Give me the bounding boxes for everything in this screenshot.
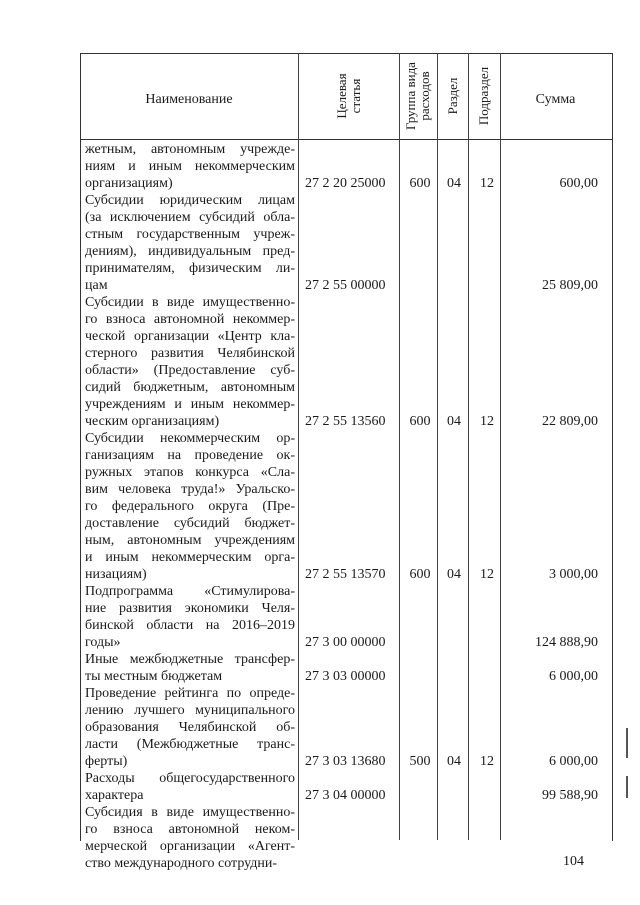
row-code: 27 3 00 00000 <box>305 635 386 650</box>
row-name-line: го федерального округа (Пре- <box>85 499 295 514</box>
margin-mark <box>626 728 628 758</box>
header-sum: Сумма <box>535 92 576 107</box>
margin-mark <box>626 776 628 798</box>
row-name-line: Иные межбюджетные трансфер- <box>85 652 295 667</box>
row-name-line: лению лучшего муниципального <box>85 703 295 718</box>
row-name-line: Субсидии в виде имущественно- <box>85 295 295 310</box>
header-name: Наименование <box>145 92 233 107</box>
row-name-line: доставление субсидий бюджет- <box>85 516 295 531</box>
row-code: 27 3 03 13680 <box>305 754 386 769</box>
row-amount: 600,00 <box>559 176 598 191</box>
row-amount: 3 000,00 <box>549 567 598 582</box>
row-name-line: сидий бюджетным, автономным <box>85 380 295 395</box>
row-name-line: организациям) <box>85 176 173 191</box>
row-name-line: ласти (Межбюджетные транс- <box>85 737 295 752</box>
col-divider-subsection <box>500 53 501 840</box>
col-divider-target <box>399 53 400 840</box>
header-section: Раздел <box>445 77 460 115</box>
row-name-line: стерного развития Челябинской <box>85 346 295 361</box>
row-name-line: го взноса автономной неком- <box>85 822 295 837</box>
row-name-line: низациям) <box>85 567 147 582</box>
row-section: 04 <box>447 176 461 191</box>
row-name-line: стным государственным учреж- <box>85 227 295 242</box>
row-name-line: ческим организациям) <box>85 414 220 429</box>
header-target: Целевая статья <box>334 73 363 119</box>
row-amount: 22 809,00 <box>542 414 598 429</box>
row-subsection: 12 <box>480 176 494 191</box>
row-name-line: (за исключением субсидий обла- <box>85 210 295 225</box>
row-name-line: ние развития экономики Челя- <box>85 601 295 616</box>
row-name-line: Расходы общегосударственного <box>85 771 295 786</box>
row-amount: 25 809,00 <box>542 278 598 293</box>
row-name-line: годы» <box>85 635 121 650</box>
row-name-line: ты местным бюджетам <box>85 669 223 684</box>
row-group: 500 <box>409 754 431 769</box>
row-name-line: Проведение рейтинга по опреде- <box>85 686 295 701</box>
row-name-line: Подпрограмма «Стимулирова- <box>85 584 295 599</box>
row-code: 27 2 55 13560 <box>305 414 386 429</box>
row-name-line: жетным, автономным учрежде- <box>85 142 295 157</box>
row-amount: 6 000,00 <box>549 754 598 769</box>
row-name-line: го взноса автономной некоммер- <box>85 312 295 327</box>
row-name-line: ческой организации «Центр кла- <box>85 329 295 344</box>
row-group: 600 <box>409 176 431 191</box>
col-divider-name <box>298 53 299 840</box>
row-section: 04 <box>447 754 461 769</box>
row-name-line: и иным некоммерческим орга- <box>85 550 295 565</box>
row-name-line: ным, автономным учреждениям <box>85 533 295 548</box>
row-group: 600 <box>409 567 431 582</box>
col-divider-group <box>437 53 438 840</box>
row-code: 27 2 55 13570 <box>305 567 386 582</box>
row-name-line: вим человека труда!» Уральско- <box>85 482 295 497</box>
row-amount: 6 000,00 <box>549 669 598 684</box>
header-subsection: Подраздел <box>476 66 491 126</box>
row-name-line: ганизациям на проведение ок- <box>85 448 295 463</box>
row-section: 04 <box>447 414 461 429</box>
row-name-line: области» (Предоставление суб- <box>85 363 295 378</box>
row-name-line: мерческой организации «Агент- <box>85 839 295 854</box>
row-code: 27 2 20 25000 <box>305 176 386 191</box>
row-name-line: ниям и иным некоммерческим <box>85 159 295 174</box>
row-name-line: Субсидии некоммерческим ор- <box>85 431 295 446</box>
row-code: 27 3 03 00000 <box>305 669 386 684</box>
row-group: 600 <box>409 414 431 429</box>
row-subsection: 12 <box>480 414 494 429</box>
row-code: 27 3 04 00000 <box>305 788 386 803</box>
row-section: 04 <box>447 567 461 582</box>
col-divider-section <box>468 53 469 840</box>
row-subsection: 12 <box>480 754 494 769</box>
header-divider <box>80 139 612 140</box>
row-name-line: образования Челябинской об- <box>85 720 295 735</box>
row-name-line: ружных этапов конкурса «Сла- <box>85 465 295 480</box>
row-code: 27 2 55 00000 <box>305 278 386 293</box>
row-name-line: дениям), индивидуальным пред- <box>85 244 295 259</box>
header-group: Группа вида расходов <box>403 62 432 130</box>
row-name-line: характера <box>85 788 144 803</box>
row-name-line: учреждениям и иным некоммер- <box>85 397 295 412</box>
row-amount: 124 888,90 <box>535 635 598 650</box>
row-name-line: Субсидия в виде имущественно- <box>85 805 295 820</box>
row-name-line: ство международного сотрудни- <box>85 856 278 871</box>
row-amount: 99 588,90 <box>542 788 598 803</box>
row-subsection: 12 <box>480 567 494 582</box>
page-number: 104 <box>563 854 584 869</box>
row-name-line: ферты) <box>85 754 128 769</box>
row-name-line: бинской области на 2016–2019 <box>85 618 295 633</box>
row-name-line: принимателям, физическим ли- <box>85 261 295 276</box>
row-name-line: Субсидии юридическим лицам <box>85 193 295 208</box>
row-name-line: цам <box>85 278 108 293</box>
